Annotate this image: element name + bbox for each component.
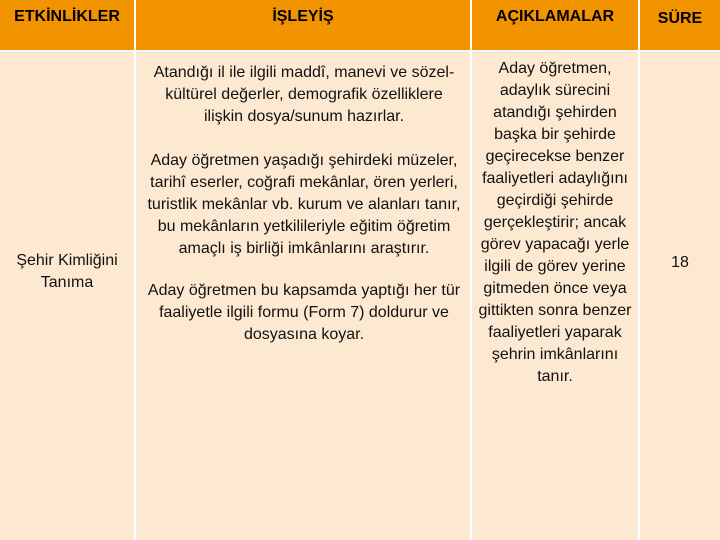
header-duration (640, 0, 720, 50)
activity-text: Şehir Kimliğini Tanıma (16, 252, 118, 291)
activity-cell (0, 52, 134, 540)
duration-cell (640, 52, 720, 540)
process-cell (136, 52, 470, 540)
header-process (136, 0, 470, 50)
duration-value: 18 (671, 254, 689, 271)
explanation-text: Aday öğretmen, adaylık sürecini atandığı şehirden başka bir şehirde geçirecekse benzer faaliyetleri adaylığını geçirdiği şehirde gerçekleştirir; ancak görev yapacağı yerle ilgili de görev yerine gitmeden önce veya gittikten sonra benzer faaliyetleri yaparak şehrin imkânlarını tanır. (478, 60, 632, 385)
header-explanations (472, 0, 638, 50)
header-process-label: İŞLEYİŞ (272, 8, 334, 25)
process-paragraph-3: Aday öğretmen bu kapsamda yaptığı her tür faaliyetle ilgili formu (Form 7) doldurur ve dosyasına koyar. (147, 282, 461, 343)
header-explanations-label: AÇIKLAMALAR (495, 8, 615, 25)
process-paragraph-1: Atandığı il ile ilgili maddî, manevi ve sözel-kültürel değerler, demografik özelliklere ilişkin dosya/sunum hazırlar. (153, 64, 455, 125)
explanation-cell (472, 52, 638, 540)
header-activities (0, 0, 134, 50)
header-duration-label: SÜRE (657, 10, 703, 27)
header-activities-label: ETKİNLİKLER (14, 8, 120, 25)
process-paragraph-2: Aday öğretmen yaşadığı şehirdeki müzeler, tarihî eserler, coğrafi mekânlar, ören yerleri, turistlik mekânlar vb. kurum ve alanları tanır, bu mekânların yetkilileriyle eğitim öğretim amaçlı iş birliği imkânlarını araştırır. (147, 152, 461, 257)
